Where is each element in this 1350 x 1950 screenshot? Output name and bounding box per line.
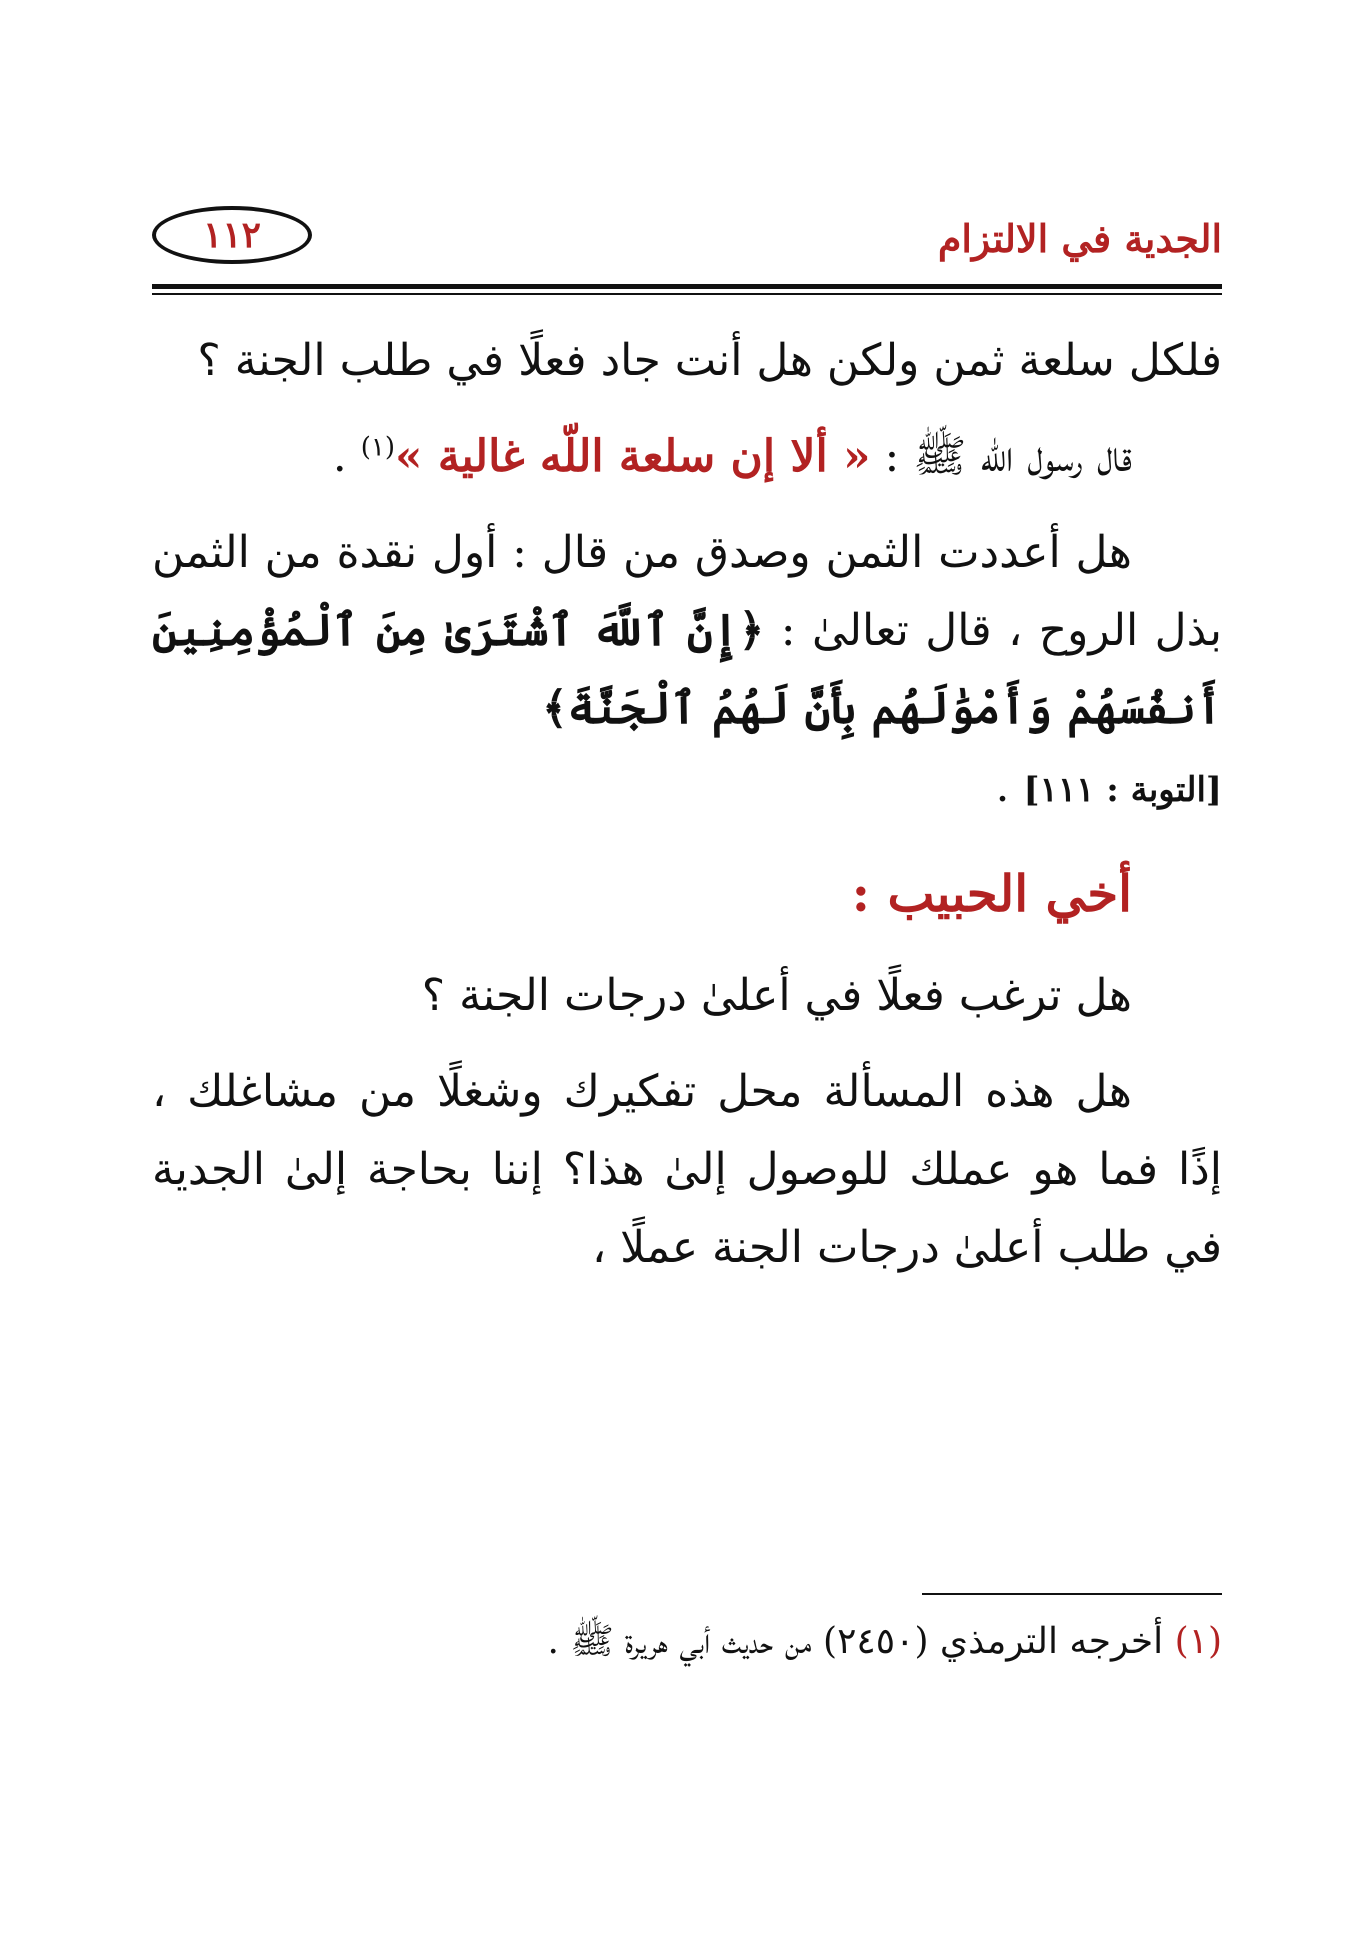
paragraph-5-text: هل هذه المسألة محل تفكيرك وشغلًا من مشاغلك ، إذًا فما هو عملك للوصول إلىٰ هذا؟ إننا بحاجة إلىٰ الجدية في طلب أعلىٰ درجات الجنة عملًا ، xyxy=(152,1066,1222,1273)
page-number-badge xyxy=(152,206,312,264)
footnote-marker[interactable]: (١) xyxy=(360,432,395,463)
quran-verse: ﴿إِنَّ ٱللَّهَ ٱشْتَرَىٰ مِنَ ٱلْمُؤْمِنِينَ أَنفُسَهُمْ وَأَمْوَٰلَهُم بِأَنَّ لَهُمُ ٱلْجَنَّةَ﴾ xyxy=(152,605,1222,734)
body-text xyxy=(152,322,1222,1305)
running-title: الجدية في الالتزام xyxy=(937,216,1222,261)
hadith-intro: قال رسول اللّه ﷺ : xyxy=(884,431,1132,482)
paragraph-5 xyxy=(152,1053,1222,1287)
paragraph-1-text: فلكل سلعة ثمن ولكن هل أنت جاد فعلًا في طلب الجنة ؟ xyxy=(197,335,1222,386)
footnote-number: (١) xyxy=(1174,1621,1222,1662)
hadith-quote: « ألا إن سلعة اللّه غالية » xyxy=(395,431,871,482)
footnote xyxy=(152,1614,1222,1670)
section-subheading: أخي الحبيب : xyxy=(851,864,1132,923)
paragraph-4 xyxy=(152,957,1222,1035)
paragraph-3-lead: هل أعددت الثمن وصدق من قال : أول نقدة من الثمن بذل الروح ، قال تعالىٰ : xyxy=(152,527,1222,656)
footnote-rule xyxy=(922,1593,1222,1595)
page-number: ١١٢ xyxy=(203,214,262,256)
paragraph-3 xyxy=(152,514,1222,829)
paragraph-2 xyxy=(152,418,1222,496)
paragraph-2-end: . xyxy=(332,431,347,482)
quran-reference: [التوبة : ١١١] xyxy=(1023,770,1222,810)
paragraph-1 xyxy=(152,322,1222,400)
header-rule-thick xyxy=(152,284,1222,289)
page-header xyxy=(152,200,1222,270)
paragraph-3-end: . xyxy=(995,761,1010,812)
footnote-text: أخرجه الترمذي (٢٤٥٠) من حديث أبي هريرة ﷺ . xyxy=(547,1621,1164,1662)
paragraph-4-text: هل ترغب فعلًا في أعلىٰ درجات الجنة ؟ xyxy=(421,970,1132,1021)
header-rule-thin xyxy=(152,293,1222,295)
